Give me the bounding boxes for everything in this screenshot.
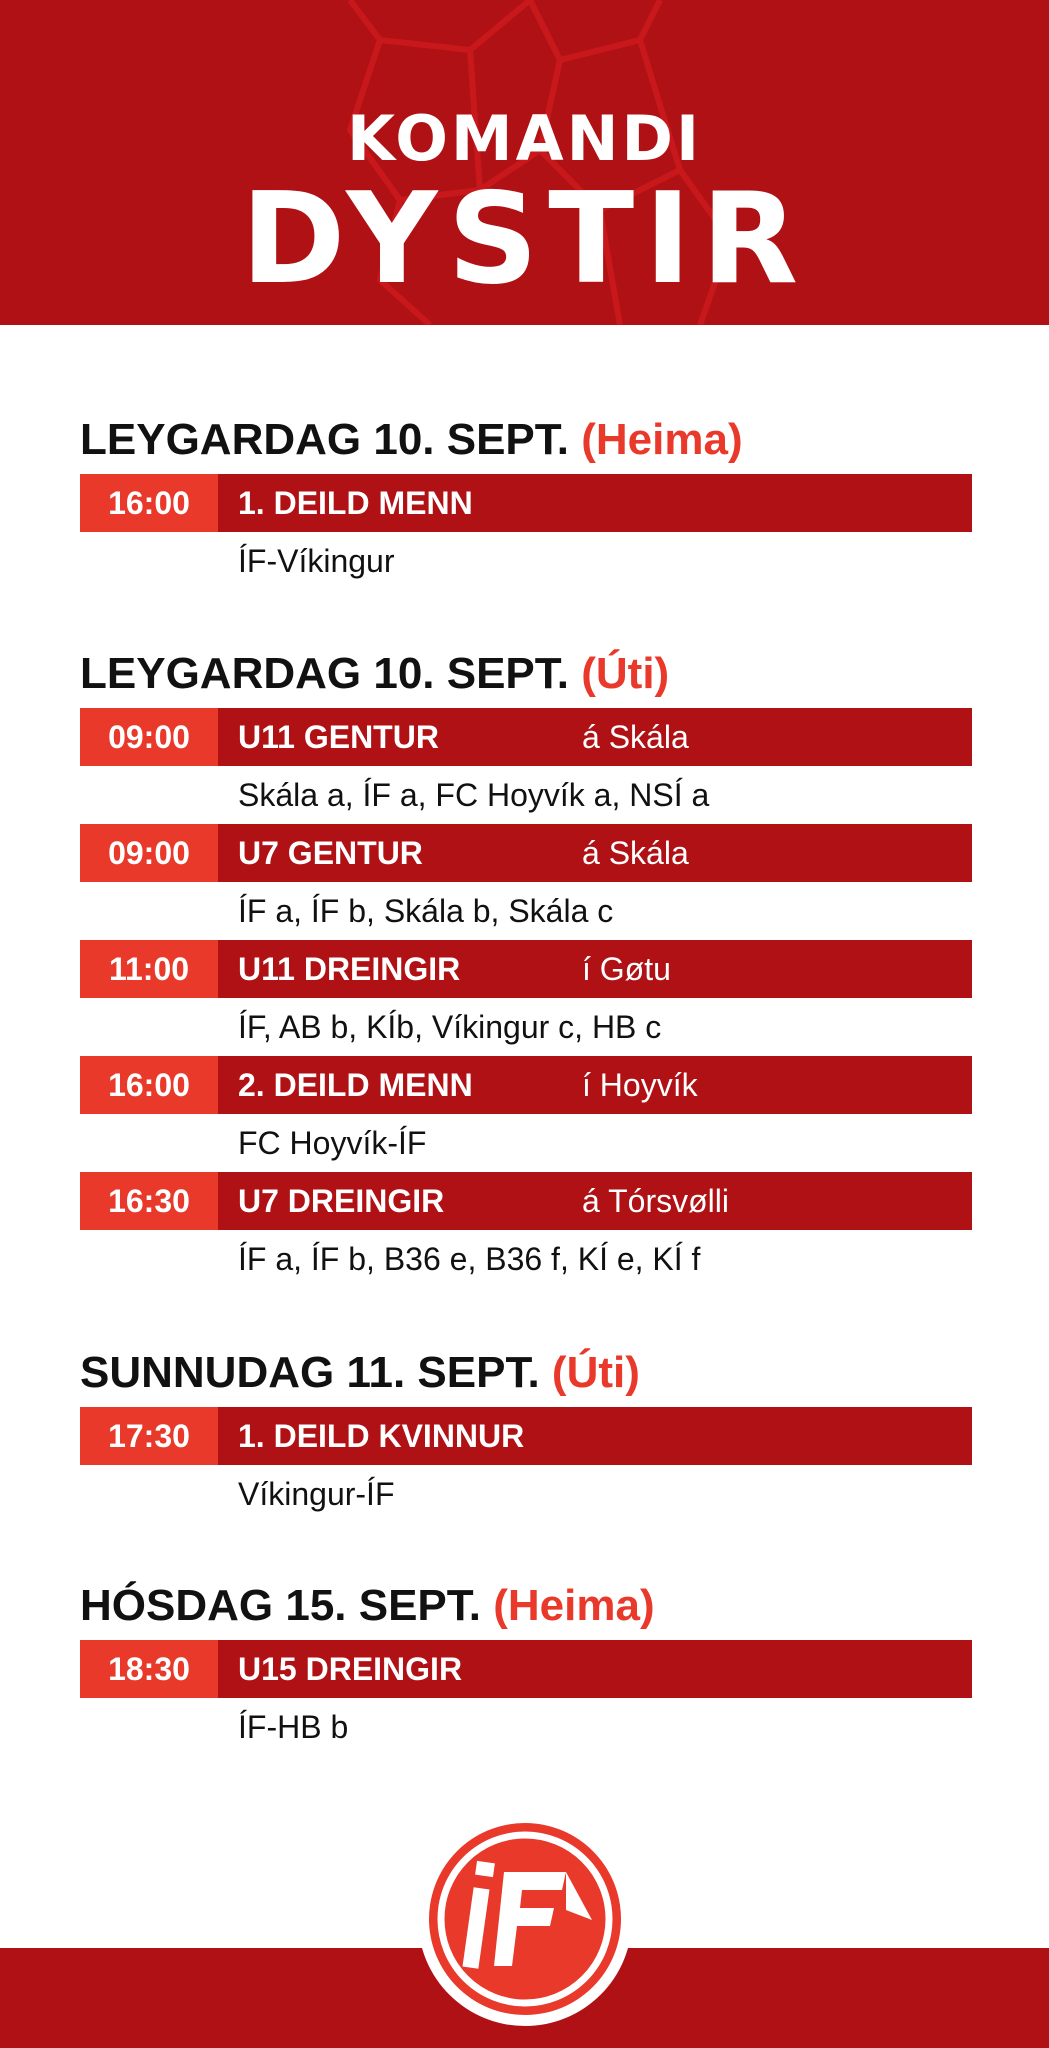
match-row [80, 1056, 980, 1172]
day-block [80, 1578, 980, 1756]
match-category: 2. DEILD MENN [238, 1067, 473, 1103]
match-row [80, 1172, 980, 1288]
day-label: LEYGARDAG 10. SEPT. [80, 415, 570, 464]
title-komandi: KOMANDI [346, 102, 703, 175]
match-teams: ÍF a, ÍF b, Skála b, Skála c [238, 893, 614, 929]
match-teams: ÍF a, ÍF b, B36 e, B36 f, KÍ e, KÍ f [238, 1241, 701, 1277]
match-bar [80, 940, 972, 998]
day-block [80, 412, 980, 590]
match-bar [80, 708, 972, 766]
match-venue: á Tórsvølli [582, 1183, 729, 1219]
match-teams: ÍF-Víkingur [238, 543, 395, 579]
day-heading [80, 1578, 980, 1634]
header-banner [0, 0, 1049, 325]
match-time: 18:30 [80, 1640, 218, 1698]
day-heading [80, 646, 980, 702]
match-category: U7 DREINGIR [238, 1183, 445, 1219]
match-row [80, 474, 980, 590]
day-heading [80, 412, 980, 468]
day-block [80, 646, 980, 1288]
match-teams: Víkingur-ÍF [238, 1476, 395, 1512]
match-category: 1. DEILD MENN [238, 485, 473, 521]
match-venue: á Skála [582, 719, 689, 755]
day-block [80, 1345, 980, 1523]
match-bar [80, 474, 972, 532]
match-row [80, 1407, 980, 1523]
match-venue: á Skála [582, 835, 689, 871]
match-category: 1. DEILD KVINNUR [238, 1418, 525, 1454]
match-category: U11 DREINGIR [238, 951, 461, 987]
match-bar [80, 1056, 972, 1114]
match-row [80, 708, 980, 824]
match-row [80, 940, 980, 1056]
match-time: 17:30 [80, 1407, 218, 1465]
match-teams: ÍF, AB b, KÍb, Víkingur c, HB c [238, 1009, 662, 1045]
match-teams: Skála a, ÍF a, FC Hoyvík a, NSÍ a [238, 777, 710, 813]
match-bar [80, 1172, 972, 1230]
match-row [80, 1640, 980, 1756]
match-time: 09:00 [80, 824, 218, 882]
match-time: 16:30 [80, 1172, 218, 1230]
match-time: 11:00 [80, 940, 218, 998]
match-teams: ÍF-HB b [238, 1709, 349, 1745]
day-tag: (Úti) [551, 1348, 640, 1397]
match-venue: í Hoyvík [582, 1067, 698, 1103]
day-tag: (Úti) [581, 649, 670, 698]
match-bar [80, 1640, 972, 1698]
day-heading [80, 1345, 980, 1401]
day-label: HÓSDAG 15. SEPT. [80, 1581, 482, 1630]
day-tag: (Heima) [493, 1581, 655, 1630]
day-label: SUNNUDAG 11. SEPT. [80, 1348, 540, 1397]
match-row [80, 824, 980, 940]
match-venue: í Gøtu [582, 951, 671, 987]
match-category: U7 GENTUR [238, 835, 423, 871]
match-category: U15 DREINGIR [238, 1651, 463, 1687]
title-dystir: DYSTIR [240, 165, 809, 312]
day-label: LEYGARDAG 10. SEPT. [80, 649, 570, 698]
match-bar [80, 824, 972, 882]
day-tag: (Heima) [581, 415, 743, 464]
match-category: U11 GENTUR [238, 719, 439, 755]
match-time: 16:00 [80, 1056, 218, 1114]
match-bar [80, 1407, 972, 1465]
match-teams: FC Hoyvík-ÍF [238, 1125, 427, 1161]
match-time: 16:00 [80, 474, 218, 532]
club-crest-icon [416, 1810, 634, 2028]
match-time: 09:00 [80, 708, 218, 766]
